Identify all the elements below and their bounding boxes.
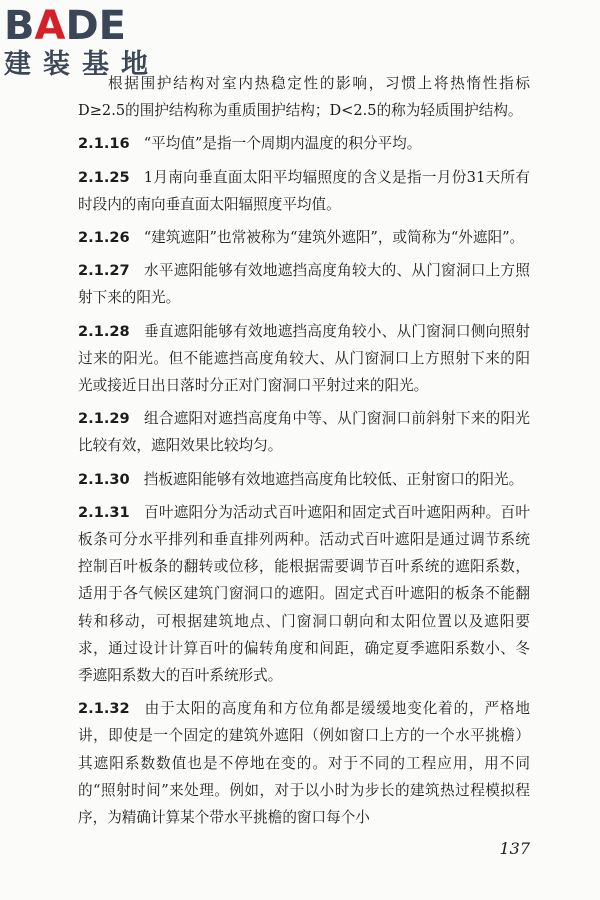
clause-text: 百叶遮阳分为活动式百叶遮阳和固定式百叶遮阳两种。百叶板条可分水平排列和垂直排列两种。活动式百叶遮阳是通过调节系统控制百叶板条的翻转或位移，能根据需要调节百叶系统的遮阳系数，适用于各气候区建筑门窗洞口的遮阳。固定式百叶遮阳的板条不能翻转和移动，可根据建筑地点、门窗洞口朝向和太阳位置以及遮阳要求，通过设计计算百叶的偏转角度和间距，确定夏季遮阳系数小、冬季遮阳系数大的百叶系统形式。	[78, 503, 530, 685]
document-page-body	[78, 70, 530, 837]
clause-number: 2.1.16	[78, 135, 130, 153]
clause-2-1-30	[78, 466, 530, 493]
watermark-logo	[4, 4, 160, 80]
clause-2-1-29	[78, 405, 530, 459]
clause-text: 水平遮阳能够有效地遮挡高度角较大的、从门窗洞口上方照射下来的阳光。	[78, 262, 530, 307]
clause-2-1-31	[78, 499, 530, 689]
clause-number: 2.1.26	[78, 229, 130, 247]
clause-number: 2.1.32	[78, 700, 130, 718]
clause-number: 2.1.30	[78, 470, 130, 488]
clause-2-1-28	[78, 318, 530, 400]
page-number: 137	[499, 839, 530, 858]
paragraph-text: 根据围护结构对室内热稳定性的影响，习惯上将热惰性指标D≥2.5的围护结构称为重质围护结构；D<2.5的称为轻质围护结构。	[78, 75, 530, 120]
logo-letter-b: B	[4, 3, 35, 49]
clause-2-1-16	[78, 130, 530, 157]
clause-number: 2.1.25	[78, 168, 130, 186]
clause-number: 2.1.27	[78, 262, 130, 280]
clause-2-1-32	[78, 695, 530, 831]
clause-number: 2.1.28	[78, 322, 130, 340]
clause-number: 2.1.29	[78, 410, 130, 428]
clause-text: 组合遮阳对遮挡高度角中等、从门窗洞口前斜射下来的阳光比较有效，遮阳效果比较均匀。	[78, 410, 530, 455]
clause-2-1-26	[78, 224, 530, 251]
clause-text: 1月南向垂直面太阳平均辐照度的含义是指一月份31天所有时段内的南向垂直面太阳辐照度平均值。	[78, 168, 530, 213]
clause-text: “平均值”是指一个周期内温度的积分平均。	[143, 135, 422, 153]
logo-letter-a: A	[34, 3, 66, 49]
clause-text: 垂直遮阳能够有效地遮挡高度角较小、从门窗洞口侧向照射过来的阳光。但不能遮挡高度角较大、从门窗洞口上方照射下来的阳光或接近日出日落时分正对门窗洞口平射过来的阳光。	[78, 322, 530, 395]
watermark-logo-text	[4, 4, 160, 48]
watermark-subtitle: 建装基地	[4, 49, 160, 80]
clause-text: 由于太阳的高度角和方位角都是缓缓地变化着的，严格地讲，即使是一个固定的建筑外遮阳（例如窗口上方的一个水平挑檐）其遮阳系数数值也是不停地在变的。对于不同的工程应用，用不同的“照射时间”来处理。例如，对于以小时为步长的建筑热过程模拟程序，为精确计算某个带水平挑檐的窗口每个小	[78, 700, 530, 827]
logo-letters-de: DE	[65, 3, 126, 49]
clause-number: 2.1.31	[78, 503, 130, 521]
clause-2-1-25	[78, 164, 530, 218]
clause-2-1-27	[78, 257, 530, 311]
clause-text: 挡板遮阳能够有效地遮挡高度角比较低、正射窗口的阳光。	[143, 470, 524, 488]
clause-text: “建筑遮阳”也常被称为“建筑外遮阳”，或简称为“外遮阳”。	[143, 229, 525, 247]
